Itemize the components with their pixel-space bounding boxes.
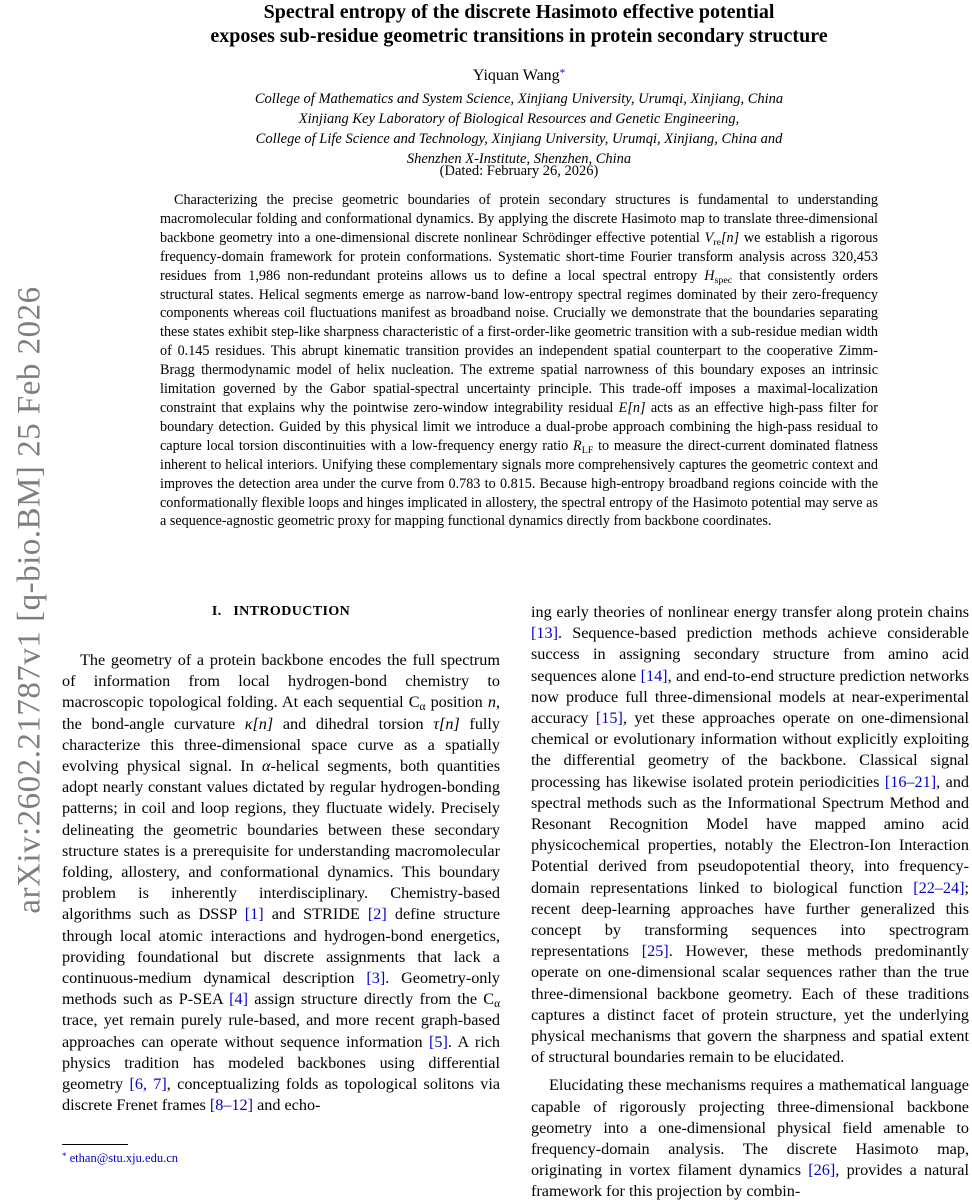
dated-line: (Dated: February 26, 2026)	[439, 163, 599, 179]
citation-link[interactable]: [2]	[367, 905, 387, 924]
citation-link[interactable]: [6, 7]	[129, 1075, 167, 1094]
body-text: , the bond-angle curvature	[62, 693, 500, 733]
body-text: , and spectral methods such as the Informational Spectrum Method and Resonant Recognition Model have mapped amino acid physicochemical properties, notably the Electron-Ion Interaction Potential derived from pseudopotential theory, into frequency-domain representations linked to biological function	[531, 772, 970, 897]
symbol-h-sub: spec	[714, 274, 733, 286]
body-text: and STRIDE	[263, 905, 368, 924]
body-text: . Sequence-based prediction methods achieve considerable success in assigning secondary structure from amino acid sequences alone	[531, 624, 969, 685]
body-text: fully characterize this three-dimensional space curve as a spatially evolving physical signal. In	[62, 714, 501, 776]
symbol-kappa: κ[n]	[244, 714, 274, 733]
affiliation-1: College of Mathematics and System Science, Xinjiang University, Urumqi, Xinjiang, China	[254, 91, 784, 107]
body-text: assign structure directly from the C	[247, 990, 495, 1009]
section-heading	[62, 604, 500, 620]
title-line-1: Spectral entropy of the discrete Hasimoto effective potential	[263, 1, 775, 23]
symbol-tau: τ[n]	[433, 714, 460, 733]
section-title: INTRODUCTION	[233, 604, 351, 619]
abstract-text: that consistently orders structural states. Helical segments emerge as narrow-band low-entropy spectral regimes dominated by their zero-frequency components whereas coil fluctuations manifest as broadband noise. Crucially we demonstrate that the boundaries separating these states exhibit step-like sharpness characteristic of a first-order-like geometric transition with a sub-residue median width of 0.145 residues. This abrupt kinematic transition provides an independent spatial counterpart to the cooperative Zimm-Bragg thermodynamic model of helix nucleation. The extreme spatial narrowness of this boundary exposes an intrinsic limitation governed by the Gabor spatial-spectral uncertainty principle. This trade-off imposes a maximal-localization constraint that explains why the pointwise zero-window integrability residual	[160, 267, 878, 416]
body-text: and dihedral torsion	[273, 714, 434, 733]
abstract-text: acts as an effective high-pass filter for boundary detection. Guided by this physical limit we introduce a dual-probe approach combining the high-pass residual to capture local torsion discontinuities with a low-frequency energy ratio	[160, 399, 879, 454]
footnote-rule	[62, 1144, 128, 1145]
citation-link[interactable]: [16–21]	[884, 772, 937, 791]
abstract-text: to measure the direct-current dominated flatness inherent to helical interiors. Unifying these complementary signals more comprehensively captures the geometric context and improves the detection area under the curve from 0.783 to 0.815. Because high-entropy broadband regions coincide with the conformationally flexible loops and hinges implicated in allostery, the spectral entropy of the Hasimoto potential may serve as a sequence-agnostic geometric proxy for mapping functional dynamics directly from backbone coordinates.	[160, 437, 878, 530]
body-text: , provides a natural framework for this projection by combin-	[531, 1161, 969, 1201]
citation-link[interactable]: [14]	[640, 666, 668, 685]
body-text: define structure through local atomic interactions and hydrogen-bond energetics, providing foundational but discrete assignments that lack a continuous-medium dynamical description	[62, 905, 501, 988]
affiliation-4: Shenzhen X-Institute, Shenzhen, China	[406, 151, 632, 167]
author-line	[160, 67, 878, 85]
alpha-subscript: α	[494, 998, 500, 1011]
footnote-marker: *	[62, 1151, 67, 1161]
affiliation-2: Xinjiang Key Laboratory of Biological Resources and Genetic Engineering,	[298, 111, 740, 127]
body-text: The geometry of a protein backbone encodes the full spectrum of information from local hydrogen-bond chemistry to macroscopic topological folding. At each sequential C	[62, 651, 500, 712]
abstract	[160, 191, 878, 531]
body-text: trace, yet remain purely rule-based, and more recent graph-based approaches can operate without sequence information	[62, 1011, 500, 1051]
email-link[interactable]: ethan@stu.xju.edu.cn	[69, 1151, 178, 1165]
footnote	[62, 1151, 178, 1166]
body-text: position	[425, 693, 488, 712]
symbol-e: E[n]	[618, 399, 646, 416]
body-text: -helical segments, both quantities adopt nearly constant values dictated by regular hydrogen-bonding patterns; in coil and loop regions, they fluctuate widely. Precisely delineating the geometric boundaries between these secondary structure states is a prerequisite for understanding macromolecular folding, allostery, and conformational dynamics. This boundary problem is inherently interdisciplinary. Chemistry-based algorithms such as DSSP	[62, 757, 500, 924]
body-text: and echo-	[253, 1096, 321, 1115]
symbol-r: R	[573, 437, 582, 454]
symbol-v-arg: [n]	[721, 229, 740, 246]
citation-link[interactable]: [8–12]	[209, 1096, 254, 1115]
body-text: ing early theories of nonlinear energy transfer along protein chains	[531, 603, 969, 621]
citation-link[interactable]: [26]	[808, 1161, 836, 1180]
author-footnote-marker[interactable]: *	[559, 67, 566, 79]
citation-link[interactable]: [15]	[595, 709, 623, 728]
body-text: . Geometry-only methods such as P-SEA	[62, 969, 500, 1009]
title-line-2: exposes sub-residue geometric transitions in protein secondary structure	[210, 25, 828, 47]
abstract-text: Characterizing the precise geometric boundaries of protein secondary structures is fundamental to understanding macromolecular folding and conformational dynamics. By applying the discrete Hasimoto map to translate three-dimensional backbone geometry into a one-dimensional discrete nonlinear Schrödinger effective potential	[160, 192, 878, 246]
symbol-n: n	[487, 693, 496, 712]
symbol-alpha: α	[262, 757, 271, 776]
symbol-h: H	[704, 267, 715, 284]
left-column	[62, 650, 500, 1116]
body-text: . However, these methods predominantly operate on one-dimensional scalar sequences rather than the true three-dimensional backbone geometry. Each of these traditions captures a distinct facet of protein structure, yet the underlying physical mechanisms that govern the sharpness and spatial extent of structural boundaries remain to be elucidated.	[531, 942, 969, 1067]
arxiv-identifier: arXiv:2602.21787v1 [q-bio.BM] 25 Feb 2026	[11, 286, 48, 914]
body-text: . A rich physics tradition has modeled backbones using differential geometry	[62, 1032, 500, 1094]
citation-link[interactable]: [22–24]	[913, 878, 965, 897]
citation-link[interactable]: [4]	[229, 990, 248, 1009]
body-text: , yet these approaches operate on one-dimensional chemical or evolutionary information without explicitly exploiting the differential geometry of the backbone. Classical signal processing has likewise isolated protein periodicities	[531, 709, 969, 791]
citation-link[interactable]: [25]	[641, 942, 669, 961]
symbol-v: V	[704, 229, 714, 246]
abstract-text: we establish a rigorous frequency-domain framework for protein conformations. Systematic short-time Fourier transform analysis across 320,453 residues from 1,986 non-redundant proteins allows us to define a local spectral entropy	[160, 229, 878, 284]
body-text: , conceptualizing folds as topological solitons via discrete Frenet frames	[62, 1075, 501, 1115]
paragraph	[531, 602, 969, 1068]
right-column	[531, 602, 969, 1203]
citation-link[interactable]: [1]	[244, 905, 264, 924]
section-number: I.	[211, 604, 222, 619]
body-text: Elucidating these mechanisms requires a mathematical language capable of rigorously projecting three-dimensional backbone geometry into a one-dimensional physical field amenable to frequency-domain analysis. The discrete Hasimoto map, originating in vortex filament dynamics	[531, 1076, 969, 1180]
affiliations	[160, 89, 878, 169]
citation-link[interactable]: [13]	[531, 624, 558, 643]
body-text: , and end-to-end structure prediction networks now produce full three-dimensional models at near-experimental accuracy	[531, 666, 969, 728]
paragraph	[531, 1075, 969, 1202]
citation-link[interactable]: [5]	[429, 1032, 448, 1051]
body-text: ; recent deep-learning approaches have further generalized this concept by transforming sequences into spectrogram representations	[531, 878, 969, 961]
citation-link[interactable]: [3]	[366, 969, 386, 988]
symbol-v-sub: re	[713, 236, 721, 248]
symbol-r-sub: LF	[581, 444, 594, 456]
paper-title	[160, 0, 878, 48]
alpha-subscript: α	[419, 701, 426, 714]
author-name: Yiquan Wang	[472, 67, 560, 84]
affiliation-3: College of Life Science and Technology, Xinjiang University, Urumqi, Xinjiang, China and	[255, 131, 783, 147]
arxiv-sidebar	[0, 250, 60, 950]
